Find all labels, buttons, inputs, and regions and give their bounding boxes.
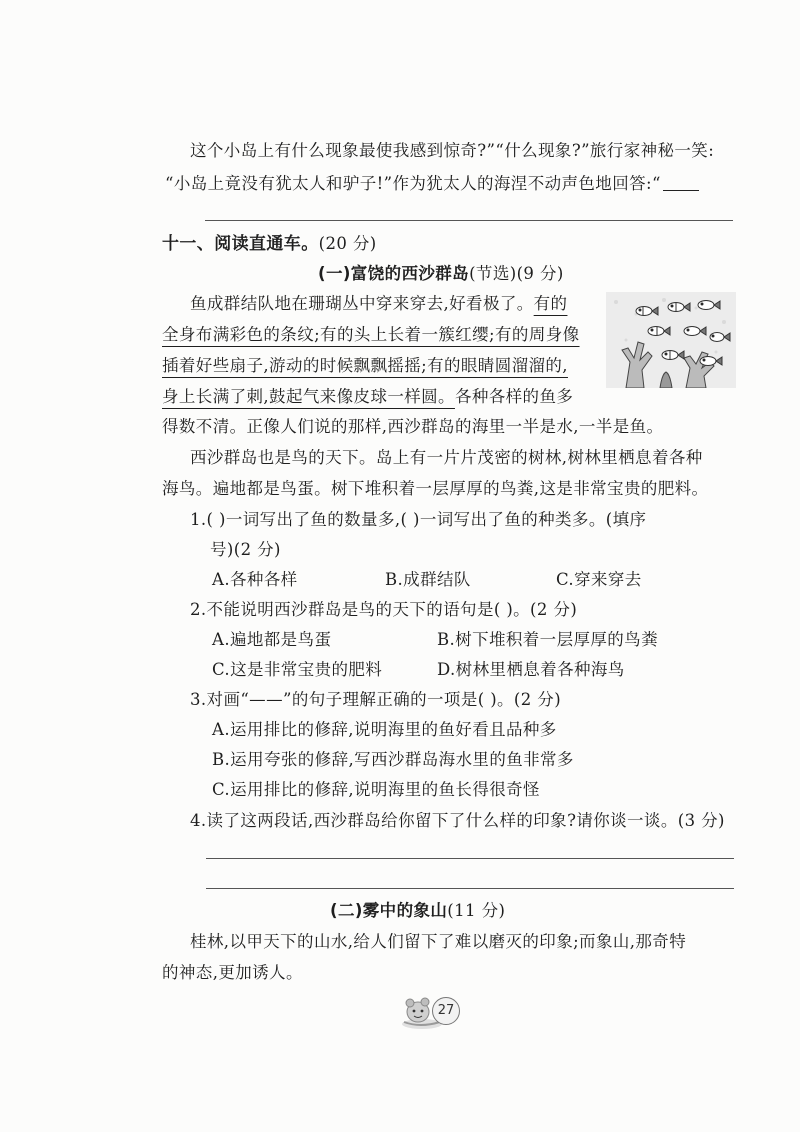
answer-line-intro[interactable]: [205, 220, 733, 221]
part1-title-note: (节选)(9 分): [469, 264, 564, 283]
q3-option-c[interactable]: C.运用排比的修辞,说明海里的鱼长得很奇怪: [212, 780, 540, 799]
q1-option-a[interactable]: A.各种各样: [212, 570, 298, 589]
answer-line-q4-1[interactable]: [206, 858, 734, 859]
intro-line-1: 这个小岛上有什么现象最使我感到惊奇?”“什么现象?”旅行家神秘一笑:: [190, 141, 715, 160]
part2-heading: [330, 900, 505, 922]
part2-title-note: (11 分): [447, 901, 506, 920]
section-heading: [162, 233, 377, 255]
q2-option-d[interactable]: D.树林里栖息着各种海鸟: [437, 660, 625, 679]
passage1-line-4: [162, 386, 573, 408]
section-title: 十一、阅读直通车。: [162, 234, 319, 254]
question-1-cont: 号)(2 分): [210, 540, 281, 559]
section-score: (20 分): [318, 234, 377, 253]
question-1: 1.( )一词写出了鱼的数量多,( )一词写出了鱼的种类多。(填序: [190, 510, 647, 529]
q3-option-b[interactable]: B.运用夸张的修辞,写西沙群岛海水里的鱼非常多: [212, 750, 574, 769]
part1-heading: [318, 263, 564, 285]
q1-option-b[interactable]: B.成群结队: [385, 570, 471, 589]
q2-option-c[interactable]: C.这是非常宝贵的肥料: [212, 660, 383, 679]
q1-option-c[interactable]: C.穿来穿去: [556, 570, 642, 589]
passage1-line-2: 全身布满彩色的条纹;有的头上长着一簇红缨;有的周身像: [162, 325, 580, 344]
q2-option-b[interactable]: B.树下堆积着一层厚厚的鸟粪: [437, 630, 658, 649]
passage1-line-1-underlined: 有的: [533, 294, 568, 313]
answer-blank[interactable]: [663, 174, 699, 191]
part2-line-1: 桂林,以甲天下的山水,给人们留下了难以磨灭的印象;而象山,那奇特: [190, 932, 687, 951]
passage1-line-1-plain: 鱼成群结队地在珊瑚丛中穿来穿去,好看极了。: [190, 294, 534, 313]
passage1-line-5: 得数不清。正像人们说的那样,西沙群岛的海里一半是水,一半是鱼。: [162, 417, 664, 436]
q3-option-a[interactable]: A.运用排比的修辞,说明海里的鱼好看且品种多: [212, 720, 557, 739]
question-3: 3.对画“——”的句子理解正确的一项是( )。(2 分): [190, 690, 562, 709]
part2-title: (二)雾中的象山: [330, 901, 448, 920]
q2-option-a[interactable]: A.遍地都是鸟蛋: [212, 630, 332, 649]
passage1-line-3: 插着好些扇子,游动的时候飘飘摇摇;有的眼睛圆溜溜的,: [162, 356, 568, 375]
passage1-line-1: [190, 293, 567, 315]
passage2-line-1: 西沙群岛也是鸟的天下。岛上有一片片茂密的树林,树林里栖息着各种: [190, 448, 703, 467]
part2-line-2: 的神态,更加诱人。: [162, 963, 303, 982]
passage1-line-4-plain: 各种各样的鱼多: [454, 387, 574, 406]
part1-title: (一)富饶的西沙群岛: [318, 264, 470, 283]
page-number: 27: [432, 997, 460, 1025]
question-2: 2.不能说明西沙群岛是鸟的天下的语句是( )。(2 分): [190, 600, 578, 619]
intro-line-2: [165, 173, 699, 195]
intro-line-2-text: “小岛上竟没有犹太人和驴子!”作为犹太人的海涅不动声色地回答:“: [165, 174, 661, 193]
passage1-line-4-underlined: 身上长满了刺,鼓起气来像皮球一样圆。: [162, 387, 455, 406]
fish-coral-illustration: [606, 292, 736, 388]
question-4: 4.读了这两段话,西沙群岛给你留下了什么样的印象?请你谈一谈。(3 分): [190, 811, 725, 830]
passage2-line-2: 海鸟。遍地都是鸟蛋。树下堆积着一层厚厚的鸟粪,这是非常宝贵的肥料。: [162, 479, 709, 498]
answer-line-q4-2[interactable]: [206, 888, 734, 889]
